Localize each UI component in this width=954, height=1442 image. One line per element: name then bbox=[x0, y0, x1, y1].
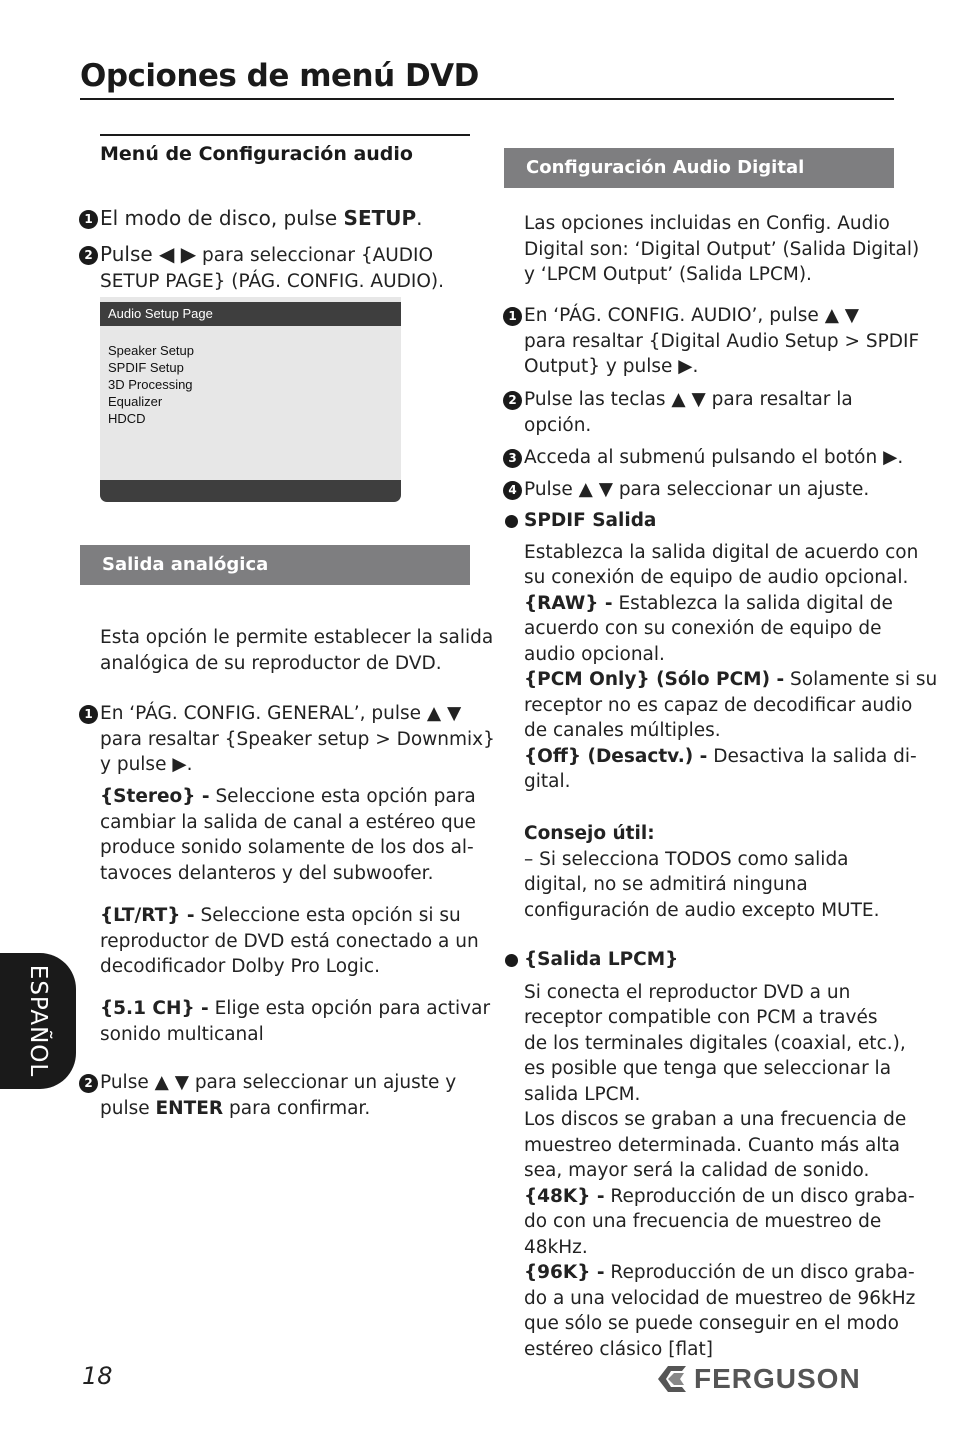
digital-step-2: 2 Pulse las teclas ▲ ▼ para resaltar la opción. bbox=[524, 387, 853, 438]
analog-output-bar: Salida analógica bbox=[80, 545, 470, 585]
osd-item-equalizer: Equalizer bbox=[108, 394, 163, 409]
page-number: 18 bbox=[82, 1362, 113, 1390]
spdif-section: SPDIF Salida Establezca la salida digital de acuerdo con su conexión de equipo de audio opcional. {RAW} - Establezca la salida digital de acuerdo con su conexión de equipo de audio opcional. {PCM Only} (Sólo PCM) - Solamente si su receptor no es capaz de decodificar audio de canales múltiples. {Off} (Desactv.) - Desactiva la salida di- gital. bbox=[524, 508, 937, 795]
digital-step-3: 3 Acceda al submenú pulsando el botón ▶. bbox=[524, 445, 903, 471]
step-number-icon: 1 bbox=[79, 705, 98, 724]
brand-mark-icon bbox=[654, 1362, 694, 1396]
step-number-icon: 4 bbox=[503, 481, 522, 500]
left-step-2: 2 Pulse ◀ ▶ para seleccionar {AUDIO SETUP PAGE} (PÁG. CONFIG. AUDIO). bbox=[100, 241, 444, 294]
bullet-icon bbox=[505, 954, 518, 967]
subheading-rule bbox=[100, 134, 470, 136]
step-number-icon: 3 bbox=[503, 449, 522, 468]
digital-step-1: 1 En ‘PÁG. CONFIG. AUDIO’, pulse ▲ ▼ para resaltar {Digital Audio Setup > SPDIF Output} y pulse ▶. bbox=[524, 303, 919, 380]
brand-name: FERGUSON bbox=[694, 1363, 861, 1394]
analog-step-2: 2 Pulse ▲ ▼ para seleccionar un ajuste y pulse ENTER para confirmar. bbox=[100, 1070, 456, 1121]
osd-menu-list bbox=[108, 342, 194, 427]
ltrt-option: {LT/RT} - Seleccione esta opción si su reproductor de DVD está conectado a un decodificador Dolby Pro Logic. bbox=[100, 905, 479, 977]
step-number-icon: 2 bbox=[79, 1074, 98, 1093]
useful-tip: Consejo útil: – Si selecciona TODOS como salida digital, no se admitirá ninguna configuración de audio excepto MUTE. bbox=[524, 823, 880, 921]
stereo-option: {Stereo} - Seleccione esta opción para cambiar la salida de canal a estéreo que produce sonido solamente de los dos al- tavoces delanteros y del subwoofer. bbox=[100, 786, 476, 884]
title-rule bbox=[80, 98, 894, 100]
analog-intro: Esta opción le permite establecer la salida analógica de su reproductor de DVD. bbox=[100, 627, 494, 674]
ferguson-logo bbox=[654, 1362, 894, 1398]
step-number-icon: 2 bbox=[503, 391, 522, 410]
ch51-option: {5.1 CH} - Elige esta opción para activar sonido multicanal bbox=[100, 998, 491, 1045]
osd-footer bbox=[100, 480, 401, 502]
left-step-1: 1 El modo de disco, pulse SETUP. bbox=[100, 205, 423, 232]
osd-header: Audio Setup Page bbox=[100, 302, 401, 326]
bullet-icon bbox=[505, 515, 518, 528]
step-number-icon: 1 bbox=[79, 210, 98, 229]
audio-setup-subheading: Menú de Configuración audio bbox=[100, 143, 413, 165]
page-title: Opciones de menú DVD bbox=[80, 58, 479, 94]
osd-item-3d-processing: 3D Processing bbox=[108, 377, 193, 392]
digital-intro: Las opciones incluidas en Config. Audio Digital son: ‘Digital Output’ (Salida Digital) y ‘LPCM Output’ (Salida LPCM). bbox=[524, 213, 920, 285]
audio-setup-osd bbox=[100, 297, 401, 502]
digital-audio-bar: Configuración Audio Digital bbox=[504, 148, 894, 188]
language-side-tab: ESPAÑOL bbox=[0, 953, 76, 1089]
osd-item-speaker-setup: Speaker Setup bbox=[108, 343, 195, 358]
osd-item-spdif-setup: SPDIF Setup bbox=[108, 360, 184, 375]
osd-item-hdcd: HDCD bbox=[108, 411, 146, 426]
lpcm-section: {Salida LPCM} Si conecta el reproductor DVD a un receptor compatible con PCM a través de los terminales digitales (coaxial, etc.), es posible que tenga que seleccionar la salida LPCM. Los discos se graban a una frecuencia de muestreo determinada. Cuanto más alta sea, mayor será la calidad de sonido. {48K} - Reproducción de un disco graba- do con una frecuencia de muestreo de 48kHz. {96K} - Reproducción de un disco graba- do a una velocidad de muestreo de 96kHz que sólo se puede conseguir en el modo estéreo clásico [flat] bbox=[524, 947, 915, 1362]
analog-step-1: 1 En ‘PÁG. CONFIG. GENERAL’, pulse ▲ ▼ para resaltar {Speaker setup > Downmix} y pulse ▶. bbox=[100, 701, 495, 778]
step-number-icon: 1 bbox=[503, 307, 522, 326]
step-number-icon: 2 bbox=[79, 246, 98, 265]
digital-step-4: 4 Pulse ▲ ▼ para seleccionar un ajuste. bbox=[524, 477, 869, 503]
